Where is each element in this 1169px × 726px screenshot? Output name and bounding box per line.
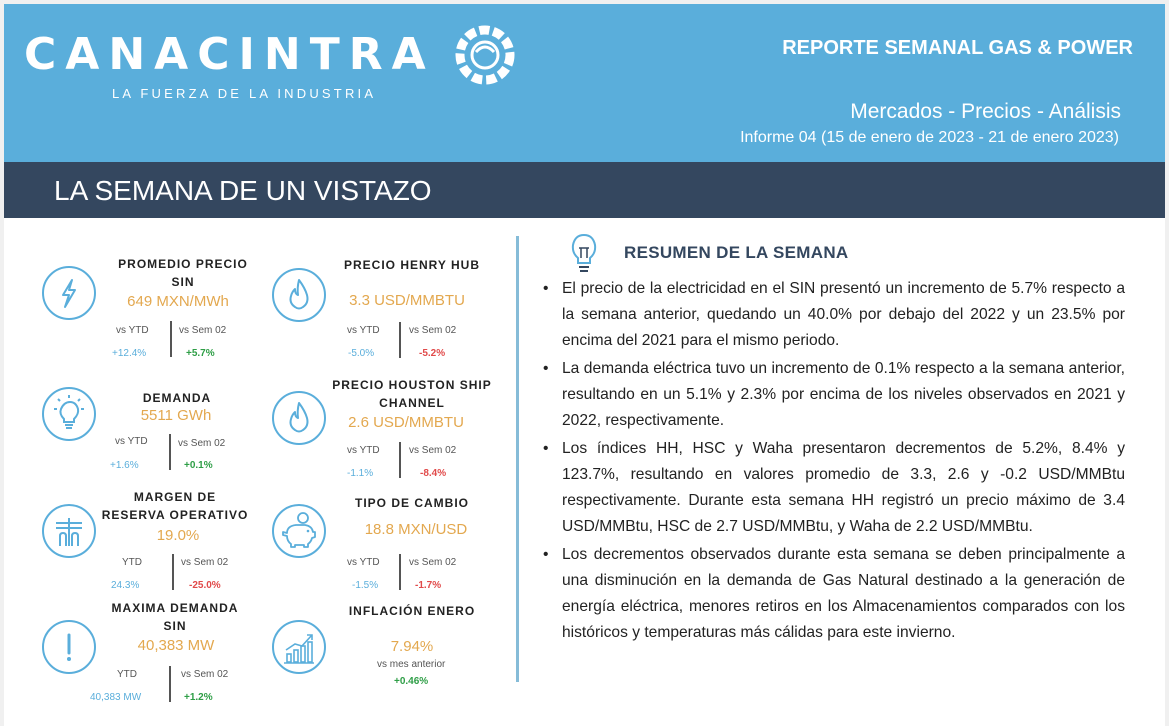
kpi-ytd-value: 40,383 MW bbox=[90, 692, 142, 703]
kpi-label-sem: vs Sem 02 bbox=[178, 438, 226, 449]
kpi-label-sem: vs Sem 02 bbox=[409, 445, 457, 456]
kpi-sem-value: +0.1% bbox=[184, 460, 213, 471]
kpi-label-ytd: vs YTD bbox=[116, 325, 149, 336]
kpi-value-precio-sin: 649 MXN/MWh bbox=[127, 293, 229, 310]
kpi-ytd-value: +1.6% bbox=[110, 460, 139, 471]
kpi-label-ytd: vs YTD bbox=[115, 436, 148, 447]
bar-chart-icon bbox=[272, 620, 326, 674]
kpi-label-sem: vs Sem 02 bbox=[409, 557, 457, 568]
kpi-title-precio-sin: PROMEDIO PRECIO SIN bbox=[118, 257, 248, 289]
kpi-title-houston: PRECIO HOUSTON SHIP CHANNEL bbox=[332, 378, 492, 410]
kpi-label-sem: vs Sem 02 bbox=[179, 325, 227, 336]
kpi-sem-value: -5.2% bbox=[419, 348, 446, 359]
summary-bullet: • El precio de la electricidad en el SIN presentó un incremento de 5.7% respecto a la semana anterior, quedando un 40.0% por debajo del 2022 y un 23.5% por encima del 2021 para el mismo periodo. bbox=[541, 276, 1125, 354]
kpi-value-maxima: 40,383 MW bbox=[137, 637, 215, 654]
summary-bullets bbox=[541, 276, 1125, 648]
kpi-separator bbox=[399, 554, 401, 590]
lightning-icon bbox=[42, 266, 96, 320]
kpi-value-demanda: 5511 GWh bbox=[140, 407, 212, 424]
kpi-sem-value: -8.4% bbox=[420, 468, 447, 479]
flame-icon bbox=[272, 268, 326, 322]
kpi-label-mes-anterior: vs mes anterior bbox=[377, 659, 446, 670]
kpi-value-tipo-cambio: 18.8 MXN/USD bbox=[364, 521, 468, 538]
kpi-separator bbox=[170, 321, 172, 357]
kpi-ytd-value: -1.1% bbox=[347, 468, 374, 479]
kpi-separator bbox=[399, 322, 401, 358]
kpi-ytd-value: +12.4% bbox=[112, 348, 147, 359]
kpi-label-ytd: vs YTD bbox=[347, 557, 380, 568]
kpi-ytd-value: 24.3% bbox=[111, 580, 140, 591]
kpi-separator bbox=[399, 442, 401, 478]
kpi-value-margen: 19.0% bbox=[156, 527, 200, 544]
kpi-value-houston: 2.6 USD/MMBTU bbox=[348, 414, 464, 431]
kpi-sem-value: -1.7% bbox=[415, 580, 442, 591]
kpi-title-demanda: DEMANDA bbox=[142, 391, 212, 405]
piggy-bank-icon bbox=[272, 504, 326, 558]
kpi-title-henry-hub: PRECIO HENRY HUB bbox=[343, 258, 481, 272]
exclamation-icon bbox=[42, 620, 96, 674]
kpi-title-tipo-cambio: TIPO DE CAMBIO bbox=[354, 496, 469, 510]
logo-text: CANACINTRA bbox=[24, 29, 435, 80]
tagline: LA FUERZA DE LA INDUSTRIA bbox=[112, 86, 377, 101]
kpi-separator bbox=[169, 666, 171, 702]
kpi-mes-value: +0.46% bbox=[394, 676, 429, 687]
kpi-label-sem: vs Sem 02 bbox=[409, 325, 457, 336]
kpi-label-sem: vs Sem 02 bbox=[181, 669, 229, 680]
kpi-separator bbox=[169, 434, 171, 470]
banner-title: LA SEMANA DE UN VISTAZO bbox=[54, 175, 432, 206]
kpi-ytd-value: -5.0% bbox=[348, 348, 375, 359]
kpi-sem-value: +5.7% bbox=[186, 348, 215, 359]
section-banner bbox=[4, 162, 1165, 218]
column-divider bbox=[516, 236, 519, 682]
summary-bullet: • La demanda eléctrica tuvo un incremento de 0.1% respecto a la semana anterior, resultando en un 5.1% y 2.3% por encima de los niveles observados en 2021 y 2022, respectivamente. bbox=[541, 356, 1125, 434]
summary-bullet: • Los decrementos observados durante esta semana se deben principalmente a una disminución en la demanda de Gas Natural destinado a la generación de energía eléctrica, menores retiros en los Almacenamientos comparados con los históricos y temperaturas más cálidas para este invierno. bbox=[541, 542, 1125, 646]
kpi-label-ytd: vs YTD bbox=[347, 325, 380, 336]
report-subtitle: Mercados - Precios - Análisis bbox=[850, 100, 1121, 123]
kpi-title-margen: MARGEN DE RESERVA OPERATIVO bbox=[101, 490, 249, 522]
kpi-value-henry-hub: 3.3 USD/MMBTU bbox=[349, 292, 465, 309]
kpi-label-ytd: YTD bbox=[122, 557, 142, 568]
report-info: Informe 04 (15 de enero de 2023 - 21 de enero 2023) bbox=[740, 129, 1119, 146]
report-title: REPORTE SEMANAL GAS & POWER bbox=[782, 37, 1133, 59]
kpi-title-inflacion: INFLACIÓN ENERO bbox=[348, 604, 476, 618]
canacintra-logo-icon bbox=[454, 24, 516, 86]
summary-bullet: • Los índices HH, HSC y Waha presentaron decrementos de 5.2%, 8.4% y 123.7%, resultando en valores promedio de 3.3, 2.6 y -0.2 USD/MMBtu respectivamente. Durante esta semana HH registró un precio máximo de 3.4 USD/MMBtu, HSC de 2.7 USD/MMBtu, y Waha de 2.2 USD/MMBtu. bbox=[541, 436, 1125, 540]
transmission-tower-icon bbox=[42, 504, 96, 558]
kpi-label-ytd: vs YTD bbox=[347, 445, 380, 456]
lightbulb-icon bbox=[42, 387, 96, 441]
summary-title: RESUMEN DE LA SEMANA bbox=[624, 243, 849, 262]
kpi-title-maxima: MAXIMA DEMANDA SIN bbox=[111, 601, 239, 633]
kpi-ytd-value: -1.5% bbox=[352, 580, 379, 591]
kpi-label-sem: vs Sem 02 bbox=[181, 557, 229, 568]
lightbulb-icon bbox=[566, 230, 602, 276]
report-page bbox=[4, 4, 1165, 726]
kpi-sem-value: -25.0% bbox=[189, 580, 221, 591]
kpi-separator bbox=[172, 554, 174, 590]
kpi-label-ytd: YTD bbox=[117, 669, 137, 680]
flame-icon bbox=[272, 391, 326, 445]
kpi-value-inflacion: 7.94% bbox=[390, 638, 434, 655]
header bbox=[4, 4, 1165, 162]
kpi-sem-value: +1.2% bbox=[184, 692, 213, 703]
